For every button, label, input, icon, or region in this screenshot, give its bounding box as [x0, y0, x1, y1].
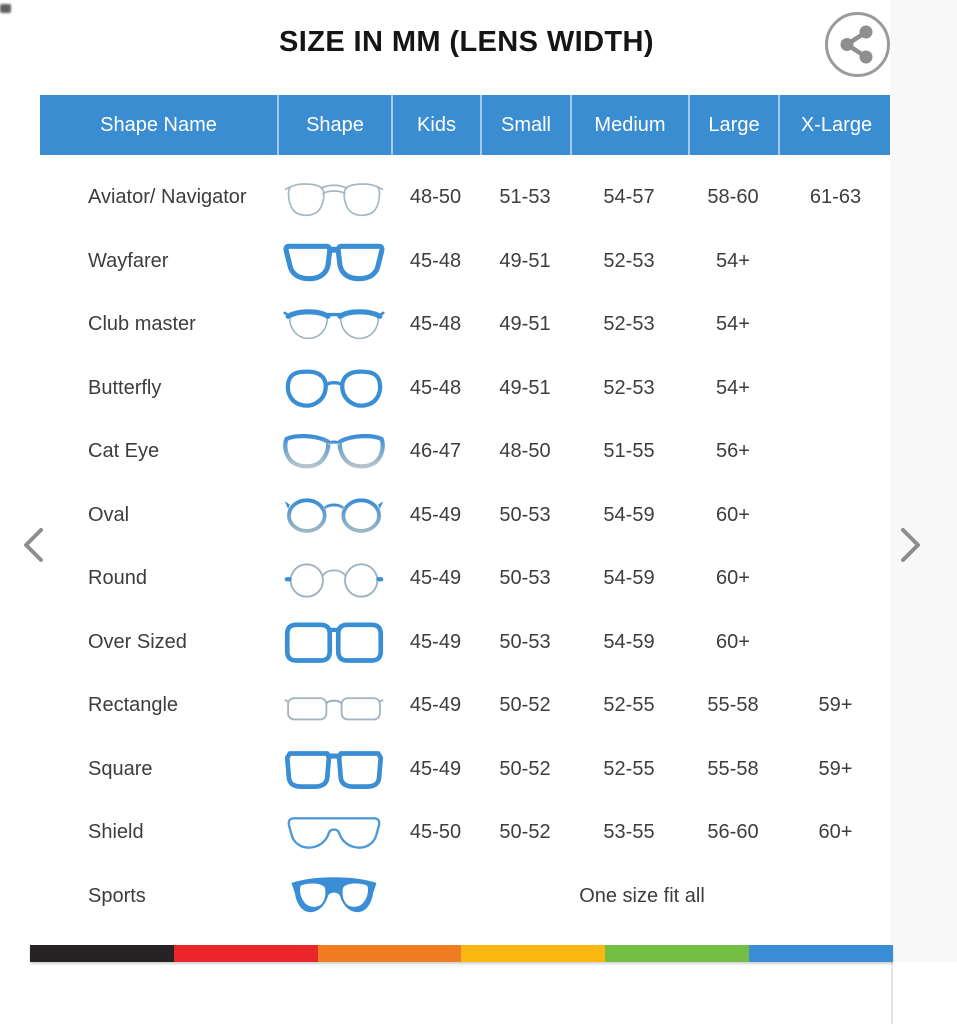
table-row — [40, 484, 893, 548]
chevron-left-icon — [20, 526, 46, 564]
stripe-segment-5 — [605, 945, 749, 962]
table-row — [40, 865, 893, 929]
column-header-medium: Medium — [570, 95, 688, 155]
size-value: 60+ — [818, 821, 853, 844]
table-row — [40, 357, 893, 421]
shape-name-label: Oval — [88, 503, 130, 526]
size-value: 45-49 — [409, 630, 462, 653]
size-value: 52-55 — [603, 694, 655, 717]
size-value: 60+ — [716, 630, 750, 653]
shape-name-label: Cat Eye — [88, 440, 160, 463]
shape-name-label: Square — [88, 757, 153, 780]
size-value: 50-52 — [499, 694, 551, 717]
next-slide-edge — [890, 0, 957, 962]
screen-edge-artifact — [0, 4, 11, 13]
shape-name-label: Aviator/ Navigator — [88, 186, 247, 209]
size-value: 45-50 — [409, 821, 462, 844]
table-header — [40, 95, 893, 155]
shape-name-label: Round — [88, 567, 147, 590]
clubmaster-glasses-icon — [277, 301, 391, 349]
size-value: 59+ — [818, 757, 853, 780]
size-value: 55-58 — [707, 694, 759, 717]
table-row — [40, 611, 893, 675]
table-row — [40, 674, 893, 738]
butterfly-glasses-icon — [277, 364, 391, 412]
shape-name-label: Sports — [88, 884, 146, 907]
size-value: 56-60 — [707, 821, 759, 844]
size-value: 49-51 — [499, 313, 551, 336]
slide-divider-line — [891, 962, 893, 1024]
shield-glasses-icon — [277, 809, 391, 857]
size-value: 50-52 — [499, 821, 551, 844]
column-header-x-large: X-Large — [778, 95, 893, 155]
cateye-glasses-icon — [277, 428, 391, 476]
page-title: SIZE IN MM (LENS WIDTH) — [279, 26, 654, 58]
shape-name-label: Shield — [88, 821, 144, 844]
size-value: 54-59 — [603, 503, 655, 526]
sports-glasses-icon — [277, 872, 391, 920]
size-value: 52-53 — [603, 313, 655, 336]
size-value: 55-58 — [707, 757, 759, 780]
shape-name-label: Club master — [88, 313, 196, 336]
size-value: 53-55 — [603, 821, 655, 844]
size-value: 54-57 — [603, 186, 655, 209]
oversized-glasses-icon — [277, 618, 391, 666]
size-value: 50-53 — [499, 503, 551, 526]
oval-glasses-icon — [277, 491, 391, 539]
one-size-note: One size fit all — [579, 884, 705, 907]
stripe-segment-4 — [461, 945, 605, 962]
table-row — [40, 738, 893, 802]
size-value: 52-53 — [603, 376, 655, 399]
column-header-shape: Shape — [277, 95, 391, 155]
size-value: 56+ — [716, 440, 750, 463]
carousel-prev-button[interactable] — [20, 526, 46, 567]
share-button[interactable] — [823, 10, 892, 79]
size-value: 60+ — [716, 567, 750, 590]
share-icon — [823, 10, 892, 79]
size-value: 49-51 — [499, 376, 551, 399]
column-header-large: Large — [688, 95, 778, 155]
stripe-segment-6 — [749, 945, 893, 962]
table-row — [40, 547, 893, 611]
square-glasses-icon — [277, 745, 391, 793]
size-value: 45-49 — [409, 757, 462, 780]
shape-name-label: Wayfarer — [88, 249, 169, 272]
stripe-segment-2 — [174, 945, 318, 962]
size-value: 54+ — [716, 313, 750, 336]
size-value: 52-55 — [603, 757, 655, 780]
shape-name-label: Butterfly — [88, 376, 162, 399]
stripe-segment-3 — [318, 945, 462, 962]
chevron-right-icon — [898, 526, 924, 564]
size-value: 48-50 — [499, 440, 551, 463]
size-value: 50-53 — [499, 630, 551, 653]
size-table — [40, 95, 893, 928]
size-value: 52-53 — [603, 249, 655, 272]
table-body — [40, 166, 893, 928]
size-value: 50-53 — [499, 567, 551, 590]
size-value: 61-63 — [809, 186, 862, 209]
table-row — [40, 166, 893, 230]
column-header-small: Small — [480, 95, 570, 155]
size-value: 45-49 — [409, 694, 462, 717]
size-value: 60+ — [716, 503, 750, 526]
brand-color-stripe — [30, 945, 893, 962]
size-value: 54+ — [716, 249, 750, 272]
size-value: 49-51 — [499, 249, 551, 272]
size-value: 54-59 — [603, 567, 655, 590]
table-row — [40, 801, 893, 865]
column-header-shape-name: Shape Name — [100, 113, 217, 136]
size-value: 46-47 — [409, 440, 462, 463]
shape-name-label: Over Sized — [88, 630, 187, 653]
carousel-next-button[interactable] — [898, 526, 924, 567]
shape-name-label: Rectangle — [88, 694, 179, 717]
size-value: 45-48 — [409, 376, 462, 399]
table-row — [40, 293, 893, 357]
wayfarer-glasses-icon — [277, 237, 391, 285]
size-value: 45-49 — [409, 503, 462, 526]
round-glasses-icon — [277, 555, 391, 603]
column-header-kids: Kids — [391, 95, 480, 155]
size-value: 54+ — [716, 376, 750, 399]
table-row — [40, 230, 893, 294]
stripe-segment-1 — [30, 945, 174, 962]
size-value: 54-59 — [603, 630, 655, 653]
size-value: 58-60 — [707, 186, 759, 209]
rectangle-glasses-icon — [277, 682, 391, 730]
size-value: 51-55 — [603, 440, 655, 463]
size-value: 45-49 — [409, 567, 462, 590]
size-value: 45-48 — [409, 313, 462, 336]
size-value: 48-50 — [409, 186, 462, 209]
size-value: 51-53 — [499, 186, 551, 209]
size-value: 45-48 — [409, 249, 462, 272]
table-row — [40, 420, 893, 484]
aviator-glasses-icon — [277, 174, 391, 222]
size-value: 50-52 — [499, 757, 551, 780]
size-value: 59+ — [818, 694, 853, 717]
